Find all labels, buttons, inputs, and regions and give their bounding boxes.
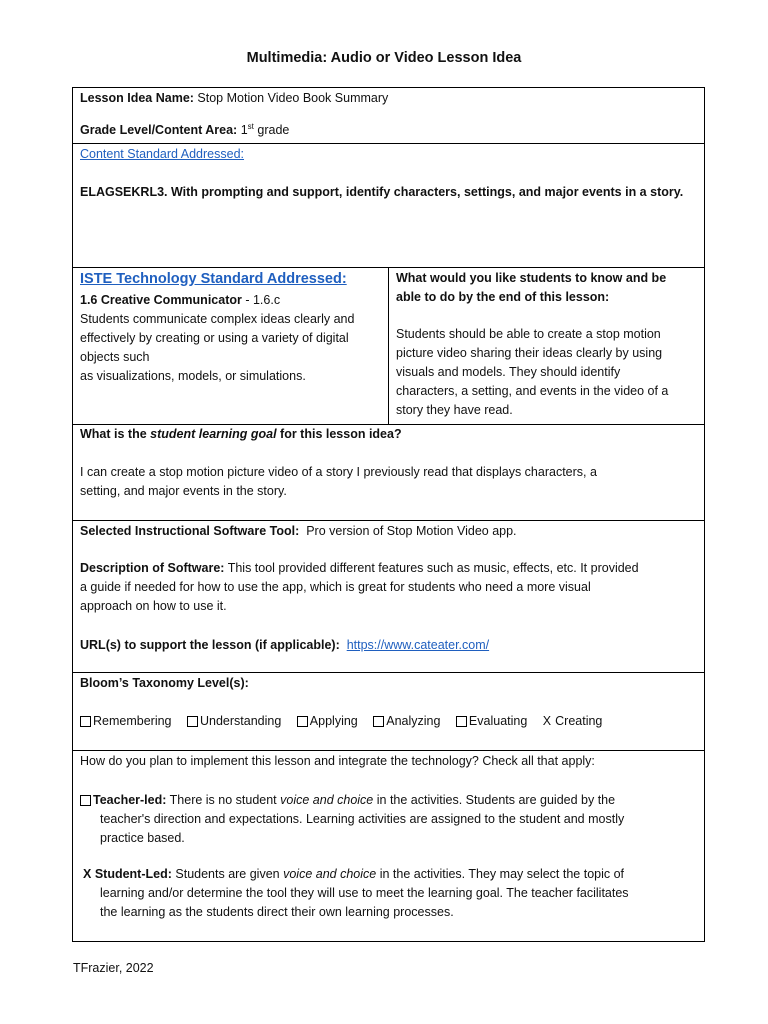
lesson-name-label: Lesson Idea Name: [80, 91, 194, 105]
blooms-levels [80, 712, 697, 731]
blooms-row [73, 673, 704, 751]
software-tool-line [80, 522, 697, 541]
iste-description-line: as visualizations, models, or simulations. [80, 369, 306, 383]
student-led-label: Student-Led: [94, 867, 172, 881]
url-line [80, 636, 697, 655]
outcome-question-line: What would you like students to know and be [396, 271, 667, 285]
software-row [73, 521, 704, 673]
student-led-option[interactable]: X Student-Led: Students are given voice and choice in the activities. They may select the topic of [83, 867, 625, 881]
iste-description-line: objects such [80, 350, 150, 364]
grade-level-line [80, 117, 697, 140]
iste-code-number: - 1.6.c [241, 293, 281, 307]
blooms-option-applying[interactable]: Applying [297, 712, 358, 731]
lesson-form-table [72, 87, 705, 942]
x-check-icon[interactable]: X [83, 867, 92, 881]
checkbox-empty-icon[interactable] [297, 716, 308, 727]
lesson-name-line [80, 89, 697, 108]
blooms-option-remembering[interactable]: Remembering [80, 712, 172, 731]
implementation-row [73, 751, 704, 942]
learning-goal-question: What is the student learning goal for this lesson idea? [80, 427, 402, 441]
implementation-question: How do you plan to implement this lesson and integrate the technology? Check all that apply: [80, 754, 595, 768]
outcome-answer-line: characters, a setting, and events in the video of a [396, 384, 669, 398]
page-title: Multimedia: Audio or Video Lesson Idea [246, 50, 522, 66]
iste-standard-label[interactable]: ISTE Technology Standard Addressed: [80, 271, 347, 287]
teacher-led-text-line: practice based. [100, 831, 185, 845]
learning-goal-answer-line: setting, and major events in the story. [80, 484, 287, 498]
student-led-text-line: the learning as the students direct their own learning processes. [100, 905, 454, 919]
lesson-name-value: Stop Motion Video Book Summary [197, 91, 389, 105]
software-description-label: Description of Software: [80, 561, 225, 575]
checkbox-empty-icon[interactable] [80, 795, 91, 806]
content-standard-label[interactable]: Content Standard Addressed: [80, 147, 245, 161]
grade-level-label: Grade Level/Content Area: [80, 123, 238, 138]
iste-code-title: 1.6 Creative Communicator [80, 293, 242, 307]
lesson-info-row [73, 88, 704, 144]
teacher-led-text-line: teacher's direction and expectations. Learning activities are assigned to the student and mostly [100, 812, 625, 826]
blooms-label: Bloom’s Taxonomy Level(s): [80, 676, 249, 690]
grade-level-suffix: st [247, 122, 254, 131]
software-tool-label: Selected Instructional Software Tool: [80, 524, 300, 538]
learning-goal-answer-line: I can create a stop motion picture video of a story I previously read that displays characters, a [80, 465, 597, 479]
url-label: URL(s) to support the lesson (if applicable): [80, 638, 340, 652]
grade-level-word: grade [257, 123, 290, 138]
blooms-option-creating[interactable]: X Creating [543, 712, 603, 731]
standards-objectives-row [73, 268, 704, 425]
footer-author: TFrazier, 2022 [73, 961, 154, 975]
blooms-option-analyzing[interactable]: Analyzing [373, 712, 440, 731]
checkbox-empty-icon[interactable] [80, 716, 91, 727]
iste-description-line: effectively by creating or using a variety of digital [80, 331, 349, 345]
url-link[interactable]: https://www.cateater.com/ [346, 638, 490, 652]
iste-standard-cell [73, 268, 389, 424]
blooms-option-understanding[interactable]: Understanding [187, 712, 281, 731]
software-description-line: Description of Software: This tool provided different features such as music, effects, etc. It provided [80, 561, 639, 575]
x-check-icon[interactable]: X [542, 714, 552, 728]
outcome-question-line: able to do by the end of this lesson: [396, 290, 610, 304]
checkbox-empty-icon[interactable] [187, 716, 198, 727]
outcome-answer-line: picture video sharing their ideas clearly by using [396, 346, 663, 360]
outcome-answer-line: Students should be able to create a stop motion [396, 327, 661, 341]
checkbox-empty-icon[interactable] [456, 716, 467, 727]
software-description-line: a guide if needed for how to use the app, which is great for students who need a more visual [80, 580, 591, 594]
software-description-line: approach on how to use it. [80, 599, 227, 613]
software-tool-value: Pro version of Stop Motion Video app. [306, 524, 517, 538]
content-standard-text: ELAGSEKRL3. With prompting and support, identify characters, settings, and major events in a story. [80, 185, 684, 199]
blooms-option-evaluating[interactable]: Evaluating [456, 712, 527, 731]
outcome-answer-line: visuals and models. They should identify [396, 365, 621, 379]
checkbox-empty-icon[interactable] [373, 716, 384, 727]
content-standard-row [73, 144, 704, 268]
learning-goal-row [73, 425, 704, 521]
learning-outcome-cell [389, 268, 704, 424]
teacher-led-label: Teacher-led: [93, 793, 167, 807]
iste-description-line: Students communicate complex ideas clearly and [80, 312, 355, 326]
student-led-text-line: learning and/or determine the tool they will use to meet the learning goal. The teacher facilitates [100, 886, 629, 900]
outcome-answer-line: story they have read. [396, 403, 513, 417]
teacher-led-option[interactable]: Teacher-led: There is no student voice and choice in the activities. Students are guided by the [80, 791, 697, 810]
grade-level-number: 1 [240, 123, 248, 138]
